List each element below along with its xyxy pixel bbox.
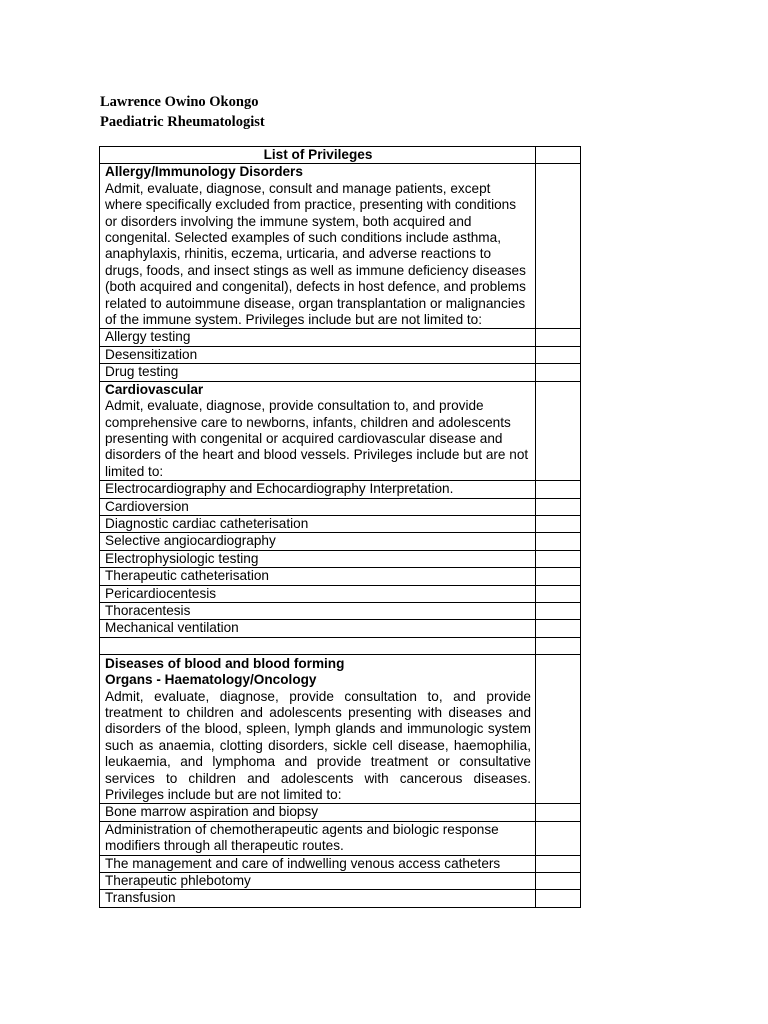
checkbox-cell — [536, 164, 581, 329]
privilege-item: Thoracentesis — [100, 602, 536, 619]
section-row-cardiovascular — [100, 381, 581, 480]
privilege-item: Therapeutic phlebotomy — [100, 873, 536, 890]
table-row — [100, 498, 581, 515]
table-row — [100, 602, 581, 619]
checkbox-cell — [536, 654, 581, 804]
checkbox-cell — [536, 329, 581, 346]
privilege-item: Allergy testing — [100, 329, 536, 346]
checkbox-cell — [536, 602, 581, 619]
checkbox-cell — [536, 346, 581, 363]
checkbox-cell — [536, 515, 581, 532]
table-row — [100, 515, 581, 532]
table-row — [100, 329, 581, 346]
blank-cell — [100, 637, 536, 654]
checkbox-cell — [536, 620, 581, 637]
privilege-item: Desensitization — [100, 346, 536, 363]
privilege-item: Transfusion — [100, 890, 536, 907]
privilege-item: Electrocardiography and Echocardiography Interpretation. — [100, 481, 536, 498]
checkbox-cell — [536, 821, 581, 855]
table-row — [100, 821, 581, 855]
section-heading: Cardiovascular — [105, 381, 204, 397]
privilege-item: Mechanical ventilation — [100, 620, 536, 637]
checkbox-cell — [536, 804, 581, 821]
table-row — [100, 804, 581, 821]
section-heading: Diseases of blood and blood forming — [105, 655, 345, 671]
checkbox-cell — [536, 364, 581, 381]
table-title-row — [100, 147, 581, 164]
privilege-item: Cardioversion — [100, 498, 536, 515]
checkbox-cell — [536, 533, 581, 550]
privilege-item: Administration of chemotherapeutic agents and biologic response modifiers through all therapeutic routes. — [100, 821, 536, 855]
table-row — [100, 568, 581, 585]
checkbox-cell — [536, 855, 581, 872]
privilege-item: Electrophysiologic testing — [100, 550, 536, 567]
checkbox-cell — [536, 147, 581, 164]
checkbox-cell — [536, 637, 581, 654]
section-description: Admit, evaluate, diagnose, consult and manage patients, except where specifically excluded from practice, presenting with conditions or disorders involving the immune system, both acquired and congenital. Selected examples of such conditions include asthma, anaphylaxis, rhinitis, eczema, urticaria, and adverse reactions to drugs, foods, and insect stings as well as immune deficiency diseases (both acquired and congenital), defects in host defence, and problems related to autoimmune disease, organ transplantation or malignancies of the immune system. Privileges include but are not limited to: — [105, 180, 526, 328]
table-title: List of Privileges — [100, 147, 536, 164]
section-cell — [100, 164, 536, 329]
blank-row — [100, 637, 581, 654]
document-header — [100, 92, 265, 132]
table-row — [100, 533, 581, 550]
checkbox-cell — [536, 381, 581, 480]
checkbox-cell — [536, 873, 581, 890]
table-row — [100, 873, 581, 890]
section-cell — [100, 381, 536, 480]
checkbox-cell — [536, 890, 581, 907]
privilege-item: Selective angiocardiography — [100, 533, 536, 550]
privilege-item: Drug testing — [100, 364, 536, 381]
checkbox-cell — [536, 568, 581, 585]
checkbox-cell — [536, 498, 581, 515]
checkbox-cell — [536, 585, 581, 602]
table-row — [100, 585, 581, 602]
section-heading: Organs - Haematology/Oncology — [105, 672, 317, 688]
table-row — [100, 550, 581, 567]
doctor-name: Lawrence Owino Okongo — [100, 94, 259, 110]
privilege-item: The management and care of indwelling venous access catheters — [100, 855, 536, 872]
table-row — [100, 481, 581, 498]
doctor-role: Paediatric Rheumatologist — [100, 114, 265, 130]
section-description: Admit, evaluate, diagnose, provide consultation to, and provide treatment to children and adolescents presenting with diseases and disorders of the blood, spleen, lymph glands and immunologic system such as anaemia, clotting disorders, sickle cell disease, haemophilia, leukaemia, and lymphoma and provide treatment or consultative services to children and adolescents with cancerous diseases. Privileges include but are not limited to: — [105, 688, 531, 803]
section-row-allergy — [100, 164, 581, 329]
table-row — [100, 364, 581, 381]
privilege-item: Therapeutic catheterisation — [100, 568, 536, 585]
privilege-item: Pericardiocentesis — [100, 585, 536, 602]
checkbox-cell — [536, 550, 581, 567]
privileges-table — [99, 146, 581, 908]
section-cell — [100, 654, 536, 804]
section-row-haematology — [100, 654, 581, 804]
section-description: Admit, evaluate, diagnose, provide consultation to, and provide comprehensive care to newborns, infants, children and adolescents presenting with congenital or acquired cardiovascular disease and disorders of the heart and blood vessels. Privileges include but are not limited to: — [105, 398, 529, 479]
section-heading: Allergy/Immunology Disorders — [105, 164, 303, 180]
privilege-item: Bone marrow aspiration and biopsy — [100, 804, 536, 821]
checkbox-cell — [536, 481, 581, 498]
table-row — [100, 890, 581, 907]
table-row — [100, 346, 581, 363]
table-row — [100, 620, 581, 637]
table-row — [100, 855, 581, 872]
privilege-item: Diagnostic cardiac catheterisation — [100, 515, 536, 532]
